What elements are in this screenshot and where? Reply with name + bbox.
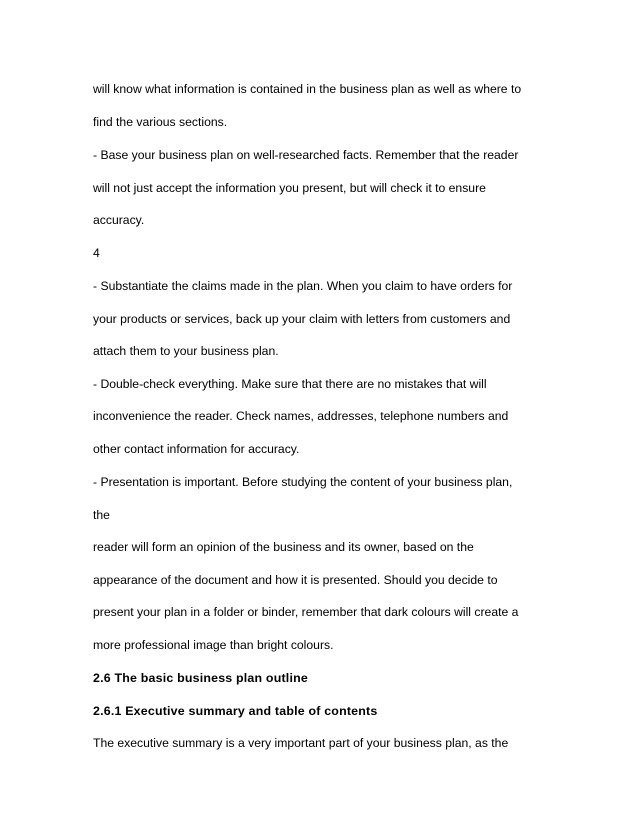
body-text-line: your products or services, back up your claim with letters from customers and — [93, 312, 511, 326]
body-text-line: - Double-check everything. Make sure that there are no mistakes that will — [93, 377, 487, 391]
body-text-line: reader will form an opinion of the business and its owner, based on the — [93, 540, 474, 554]
body-text-line: other contact information for accuracy. — [93, 442, 300, 456]
body-text-line: present your plan in a folder or binder, remember that dark colours will create a — [93, 605, 519, 619]
subsection-heading: 2.6.1 Executive summary and table of contents — [93, 704, 378, 718]
body-text-line: find the various sections. — [93, 115, 228, 129]
body-text-line: The executive summary is a very important part of your business plan, as the — [93, 736, 509, 750]
section-heading: 2.6 The basic business plan outline — [93, 671, 308, 685]
body-text-line: the — [93, 508, 110, 522]
body-text-line: - Base your business plan on well-researched facts. Remember that the reader — [93, 148, 519, 162]
body-text-line: accuracy. — [93, 213, 145, 227]
body-text-line: will not just accept the information you present, but will check it to ensure — [93, 181, 486, 195]
page-number: 4 — [93, 246, 100, 260]
body-text-line: more professional image than bright colours. — [93, 638, 334, 652]
body-text-line: appearance of the document and how it is presented. Should you decide to — [93, 573, 498, 587]
body-text-line: attach them to your business plan. — [93, 344, 279, 358]
body-text-line: - Substantiate the claims made in the plan. When you claim to have orders for — [93, 279, 513, 293]
body-text-line: - Presentation is important. Before studying the content of your business plan, — [93, 475, 513, 489]
body-text-line: inconvenience the reader. Check names, addresses, telephone numbers and — [93, 409, 509, 423]
body-text-line: will know what information is contained in the business plan as well as where to — [93, 82, 522, 96]
